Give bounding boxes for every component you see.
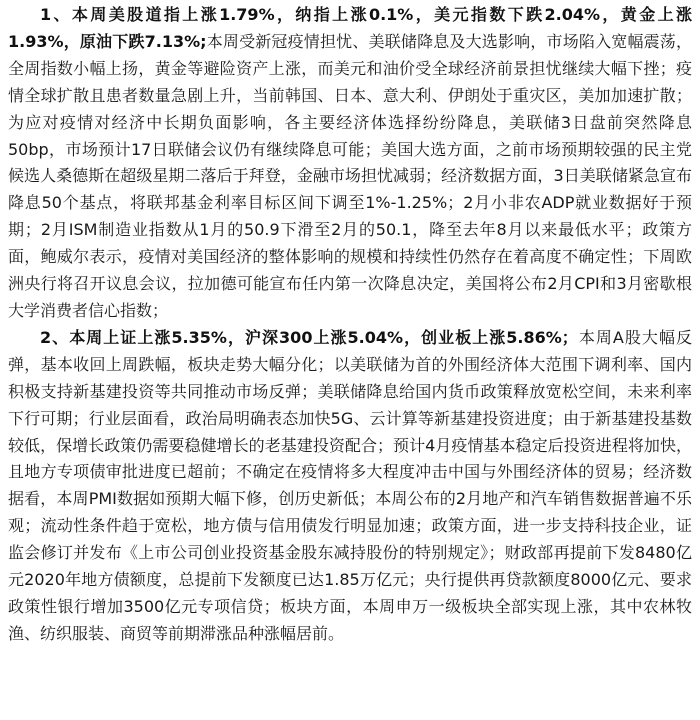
paragraph-1-body: 本周受新冠疫情担忧、美联储降息及大选影响，市场陷入宽幅震荡，全周指数小幅上扬，黄金等避险资产上涨，而美元和油价受全球经济前景担忧继续大幅下挫；疫情全球扩散且患者数量急剧上升，当前韩国、日本、意大利、伊朗处于重灾区，美加加速扩散；为应对疫情对经济中长期负面影响，各主要经济体选择纷纷降息，美联储3日盘前突然降息50bp，市场预计17日联储会议仍有继续降息可能；美国大选方面，之前市场预期较强的民主党候选人桑德斯在超级星期二落后于拜登，金融市场担忧减弱；经济数据方面，3日美联储紧急宣布降息50个基点，将联邦基金利率目标区间下调至1%-1.25%；2月小非农ADP就业数据好于预期；2月ISM制造业指数从1月的50.9下滑至2月的50.1，降至去年8月以来最低水平；政策方面，鲍威尔表示，疫情对美国经济的整体影响的规模和持续性仍然存在着高度不确定性；下周欧洲央行将召开议息会议，拉加德可能宣布任内第一次降息决定，美国将公布2月CPI和3月密歇根大学消费者信心指数； [8,31,692,320]
paragraph-1-lead: 1、本周美股道指上涨1.79%，纳指上涨0.1%，美元指数下跌2.04%，黄金上涨1.93%，原油下跌7.13%; [8,5,692,51]
paragraph-2-body: 本周A股大幅反弹，基本收回上周跌幅，板块走势大幅分化；以美联储为首的外围经济体大范围下调利率、国内积极支持新基建投资等共同推动市场反弹；美联储降息给国内货币政策释放宽松空间，未来利率下行可期；行业层面看，政治局明确表态加快5G、云计算等新基建投资进度；由于新基建投基数较低，保增长政策仍需要稳健增长的老基建投资配合；预计4月疫情基本稳定后投资进程将加快，且地方专项债审批进度已超前；不确定在疫情将多大程度冲击中国与外围经济体的贸易；经济数据看，本周PMI数据如预期大幅下修，创历史新低；本周公布的2月地产和汽车销售数据普遍不乐观；流动性条件趋于宽松，地方债与信用债发行明显加速；政策方面，进一步支持科技企业，证监会修订并发布《上市公司创业投资基金股东减持股份的特别规定》；财政部再提前下发8480亿元2020年地方债额度，总提前下发额度已达1.85万亿元；央行提供再贷款额度8000亿元、要求政策性银行增加3500亿元专项信贷；板块方面，本周申万一级板块全部实现上涨，其中农林牧渔、纺织服装、商贸等前期滞涨品种涨幅居前。 [8,327,692,643]
paragraph-2-lead: 2、本周上证上涨5.35%，沪深300上涨5.04%，创业板上涨5.86%； [40,327,578,347]
paragraph-us-markets [8,2,692,325]
paragraph-china-markets [8,325,692,648]
